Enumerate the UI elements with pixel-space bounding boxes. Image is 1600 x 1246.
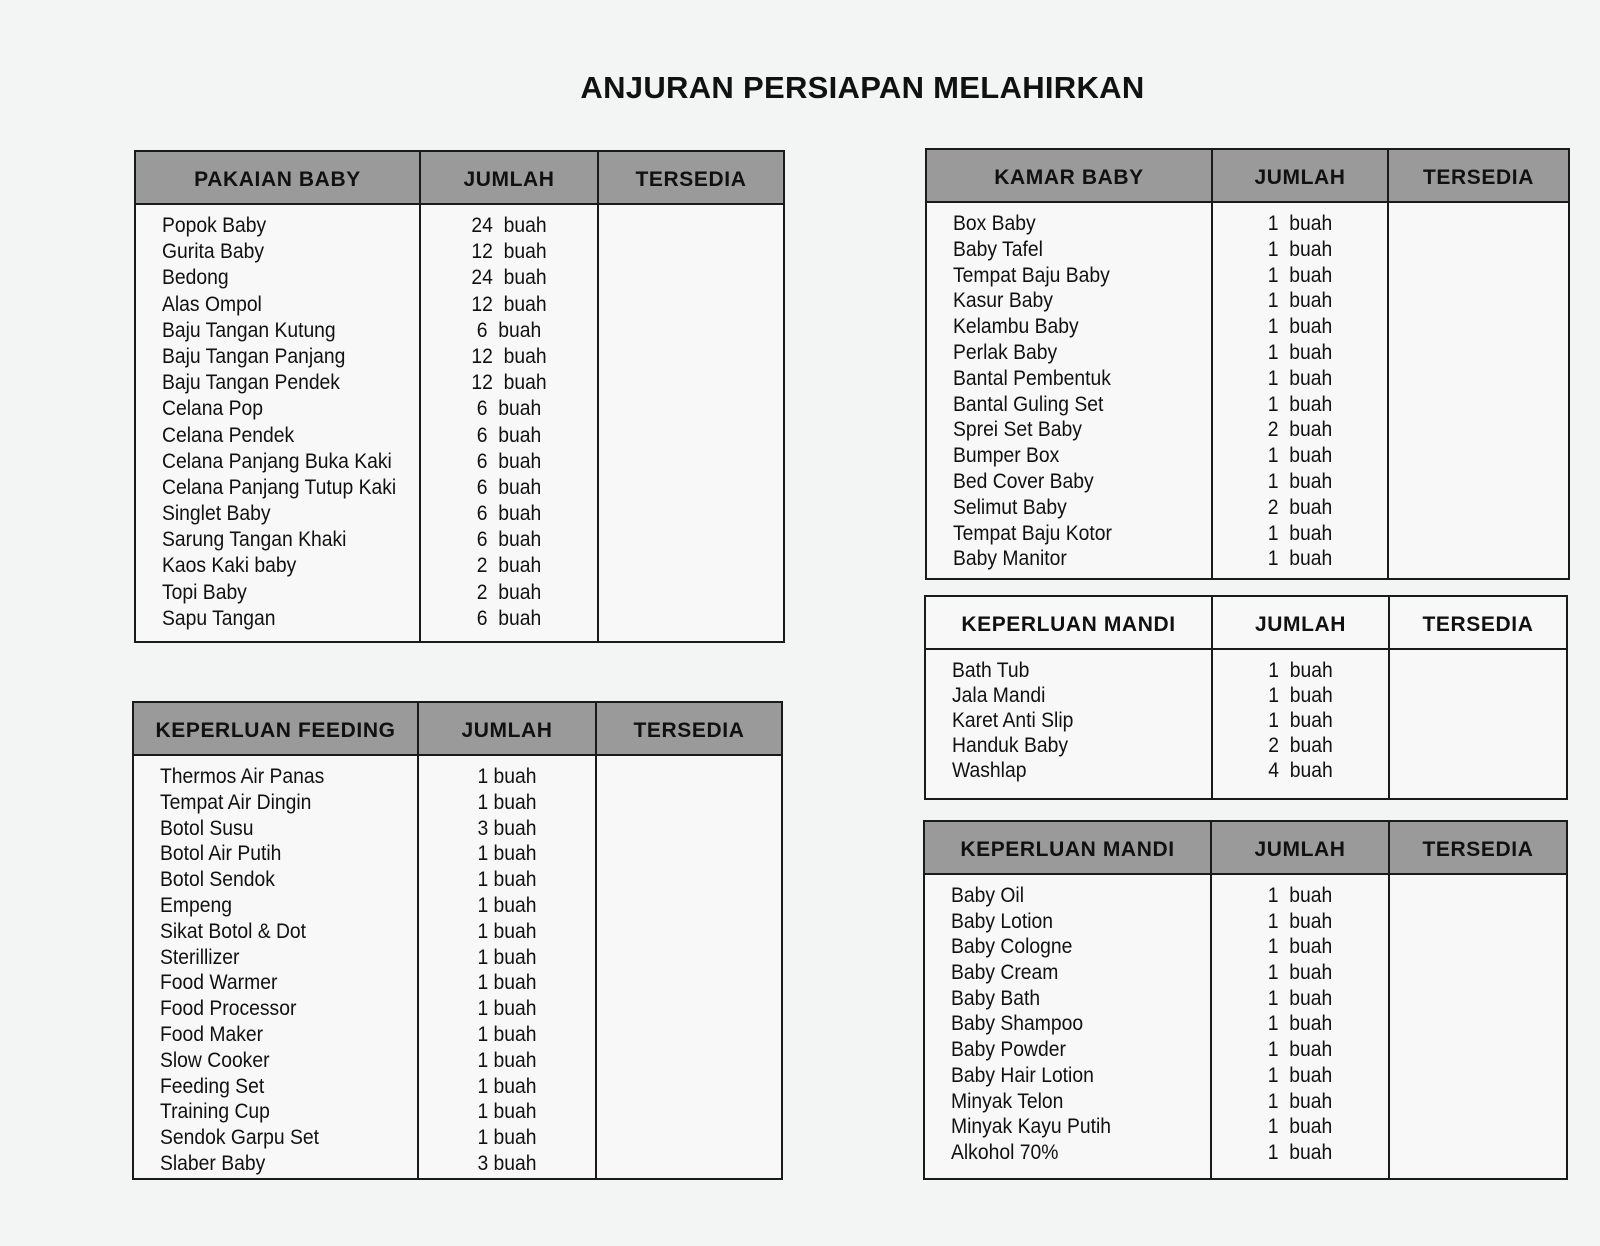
item-quantity: 1 buah bbox=[1267, 961, 1333, 985]
table-keperluan-mandi-2 bbox=[923, 820, 1568, 1180]
item-column bbox=[134, 756, 417, 1178]
header-jumlah: JUMLAH bbox=[1211, 150, 1387, 201]
item-name: Bantal Guling Set bbox=[953, 392, 1104, 416]
table-header-row bbox=[925, 822, 1566, 875]
item-name: Minyak Telon bbox=[951, 1089, 1064, 1113]
item-name: Baju Tangan Pendek bbox=[162, 371, 340, 395]
item-quantity: 1 buah bbox=[477, 1022, 537, 1046]
item-name: Baby Powder bbox=[951, 1038, 1066, 1062]
item-column bbox=[925, 875, 1210, 1178]
item-quantity: 1 buah bbox=[1268, 684, 1333, 707]
item-name: Bantal Pembentuk bbox=[953, 366, 1111, 390]
item-quantity: 24 buah bbox=[471, 214, 547, 237]
header-jumlah: JUMLAH bbox=[1211, 597, 1388, 648]
item-name: Selimut Baby bbox=[953, 495, 1067, 519]
item-name: Celana Pop bbox=[162, 397, 263, 421]
item-quantity: 12 buah bbox=[471, 371, 547, 395]
header-tersedia: TERSEDIA bbox=[595, 703, 781, 754]
quantity-column bbox=[419, 205, 597, 641]
header-item: KEPERLUAN FEEDING bbox=[155, 718, 396, 742]
item-quantity: 1 buah bbox=[477, 842, 537, 866]
item-quantity: 1 buah bbox=[477, 1126, 537, 1150]
item-name: Handuk Baby bbox=[952, 734, 1069, 757]
item-name: Bath Tub bbox=[952, 659, 1030, 682]
item-name: Baby Oil bbox=[951, 884, 1025, 907]
header-item: PAKAIAN BABY bbox=[194, 167, 361, 191]
item-quantity: 1 buah bbox=[1267, 469, 1333, 493]
item-quantity: 1 buah bbox=[1267, 909, 1333, 933]
item-quantity: 1 buah bbox=[1267, 547, 1333, 571]
item-name: Alkohol 70% bbox=[951, 1140, 1059, 1164]
item-quantity: 1 buah bbox=[1267, 1012, 1333, 1036]
item-quantity: 12 buah bbox=[471, 240, 547, 264]
item-quantity: 1 buah bbox=[1267, 444, 1333, 468]
item-quantity: 24 buah bbox=[471, 266, 547, 290]
tersedia-column[interactable] bbox=[1387, 203, 1568, 578]
item-name: Tempat Baju Baby bbox=[953, 263, 1110, 287]
item-quantity: 1 buah bbox=[1267, 315, 1333, 339]
item-quantity: 12 buah bbox=[471, 292, 547, 316]
item-name: Box Baby bbox=[953, 212, 1036, 235]
item-name: Topi Baby bbox=[162, 580, 247, 604]
item-name: Food Maker bbox=[160, 1022, 264, 1046]
tersedia-column[interactable] bbox=[1388, 875, 1566, 1178]
item-quantity: 2 buah bbox=[476, 580, 542, 604]
item-quantity: 1 buah bbox=[1267, 986, 1333, 1010]
item-name: Baju Tangan Kutung bbox=[162, 318, 336, 342]
item-quantity: 2 buah bbox=[1268, 734, 1333, 757]
header-jumlah: JUMLAH bbox=[417, 703, 595, 754]
header-tersedia: TERSEDIA bbox=[1388, 822, 1566, 873]
item-name: Sapu Tangan bbox=[162, 606, 276, 630]
item-quantity: 2 buah bbox=[1267, 495, 1333, 519]
item-quantity: 3 buah bbox=[477, 816, 537, 840]
item-quantity: 1 buah bbox=[1267, 392, 1333, 416]
item-name: Tempat Baju Kotor bbox=[953, 521, 1112, 545]
header-item: KAMAR BABY bbox=[994, 165, 1144, 189]
table-header-row bbox=[134, 703, 781, 756]
item-name: Slaber Baby bbox=[160, 1151, 266, 1175]
item-quantity: 1 buah bbox=[477, 868, 537, 892]
quantity-column bbox=[417, 756, 595, 1178]
item-name: Sterillizer bbox=[160, 945, 240, 969]
item-quantity: 6 buah bbox=[476, 397, 542, 421]
page-title: ANJURAN PERSIAPAN MELAHIRKAN bbox=[580, 70, 1145, 105]
item-name: Baby Cream bbox=[951, 961, 1059, 985]
item-quantity: 1 buah bbox=[1267, 263, 1333, 287]
item-quantity: 3 buah bbox=[477, 1151, 537, 1175]
item-name: Botol Susu bbox=[160, 816, 254, 840]
item-quantity: 6 buah bbox=[476, 528, 542, 552]
item-quantity: 6 buah bbox=[476, 423, 542, 447]
item-name: Bed Cover Baby bbox=[953, 469, 1094, 493]
item-quantity: 2 buah bbox=[1267, 418, 1333, 442]
item-name: Botol Sendok bbox=[160, 868, 275, 892]
item-name: Singlet Baby bbox=[162, 502, 271, 526]
item-name: Sarung Tangan Khaki bbox=[162, 528, 347, 552]
item-quantity: 1 buah bbox=[1267, 237, 1333, 261]
item-name: Bedong bbox=[162, 266, 229, 290]
item-name: Washlap bbox=[952, 759, 1027, 782]
item-quantity: 1 buah bbox=[1267, 884, 1333, 907]
item-quantity: 6 buah bbox=[476, 502, 542, 526]
item-quantity: 1 buah bbox=[477, 1100, 537, 1124]
item-name: Thermos Air Panas bbox=[160, 765, 325, 788]
table-keperluan-mandi-1 bbox=[924, 595, 1568, 800]
header-item: KEPERLUAN MANDI bbox=[960, 837, 1175, 861]
item-name: Celana Pendek bbox=[162, 423, 295, 447]
header-jumlah: JUMLAH bbox=[419, 152, 597, 203]
item-name: Feeding Set bbox=[160, 1074, 265, 1098]
item-column bbox=[927, 203, 1211, 578]
item-name: Baby Manitor bbox=[953, 547, 1067, 571]
item-name: Botol Air Putih bbox=[160, 842, 282, 866]
quantity-column bbox=[1210, 875, 1388, 1178]
item-quantity: 1 buah bbox=[1267, 1089, 1333, 1113]
item-quantity: 1 buah bbox=[477, 893, 537, 917]
item-name: Baby Cologne bbox=[951, 935, 1073, 959]
tersedia-column[interactable] bbox=[597, 205, 783, 641]
item-name: Baby Hair Lotion bbox=[951, 1063, 1094, 1087]
item-quantity: 1 buah bbox=[1267, 340, 1333, 364]
item-name: Sendok Garpu Set bbox=[160, 1126, 319, 1150]
header-tersedia: TERSEDIA bbox=[597, 152, 783, 203]
item-quantity: 1 buah bbox=[477, 790, 537, 814]
item-name: Minyak Kayu Putih bbox=[951, 1115, 1112, 1139]
item-name: Food Processor bbox=[160, 997, 297, 1021]
item-name: Food Warmer bbox=[160, 971, 278, 995]
item-name: Karet Anti Slip bbox=[952, 709, 1074, 732]
item-column bbox=[136, 205, 419, 641]
tersedia-column[interactable] bbox=[1388, 650, 1566, 798]
item-name: Bumper Box bbox=[953, 444, 1060, 468]
item-name: Kaos Kaki baby bbox=[162, 554, 297, 578]
item-quantity: 1 buah bbox=[1267, 521, 1333, 545]
item-quantity: 6 buah bbox=[476, 449, 542, 473]
quantity-column bbox=[1211, 203, 1387, 578]
item-name: Baju Tangan Panjang bbox=[162, 344, 346, 368]
item-name: Gurita Baby bbox=[162, 240, 265, 264]
item-quantity: 1 buah bbox=[1267, 366, 1333, 390]
item-quantity: 1 buah bbox=[1267, 289, 1333, 313]
item-quantity: 1 buah bbox=[1267, 1063, 1333, 1087]
item-quantity: 1 buah bbox=[1268, 659, 1333, 682]
item-name: Jala Mandi bbox=[952, 684, 1046, 707]
item-quantity: 6 buah bbox=[476, 475, 542, 499]
item-name: Sikat Botol & Dot bbox=[160, 919, 307, 943]
tersedia-column[interactable] bbox=[595, 756, 781, 1178]
item-name: Empeng bbox=[160, 893, 232, 917]
item-name: Slow Cooker bbox=[160, 1048, 270, 1072]
item-quantity: 12 buah bbox=[471, 344, 547, 368]
item-quantity: 6 buah bbox=[476, 318, 542, 342]
table-kamar-baby bbox=[925, 148, 1570, 580]
item-name: Celana Panjang Buka Kaki bbox=[162, 449, 392, 473]
item-name: Baby Bath bbox=[951, 986, 1041, 1010]
item-quantity: 1 buah bbox=[1267, 1038, 1333, 1062]
item-quantity: 1 buah bbox=[1267, 1115, 1333, 1139]
table-keperluan-feeding bbox=[132, 701, 783, 1180]
item-name: Baby Shampoo bbox=[951, 1012, 1084, 1036]
item-quantity: 1 buah bbox=[1268, 709, 1333, 732]
item-name: Sprei Set Baby bbox=[953, 418, 1082, 442]
header-jumlah: JUMLAH bbox=[1210, 822, 1388, 873]
item-name: Training Cup bbox=[160, 1100, 270, 1124]
table-header-row bbox=[927, 150, 1568, 203]
item-quantity: 1 buah bbox=[477, 1048, 537, 1072]
item-quantity: 6 buah bbox=[476, 606, 542, 630]
item-quantity: 1 buah bbox=[477, 971, 537, 995]
item-quantity: 1 buah bbox=[1267, 1140, 1333, 1164]
item-name: Popok Baby bbox=[162, 214, 267, 237]
item-name: Baby Tafel bbox=[953, 237, 1043, 261]
item-quantity: 1 buah bbox=[477, 1074, 537, 1098]
item-name: Alas Ompol bbox=[162, 292, 262, 316]
item-quantity: 1 buah bbox=[477, 765, 537, 788]
item-quantity: 1 buah bbox=[1267, 935, 1333, 959]
item-quantity: 1 buah bbox=[477, 997, 537, 1021]
header-tersedia: TERSEDIA bbox=[1387, 150, 1568, 201]
item-column bbox=[926, 650, 1211, 798]
item-name: Baby Lotion bbox=[951, 909, 1054, 933]
item-quantity: 1 buah bbox=[477, 919, 537, 943]
item-quantity: 1 buah bbox=[1267, 212, 1333, 235]
item-name: Celana Panjang Tutup Kaki bbox=[162, 475, 397, 499]
item-quantity: 2 buah bbox=[476, 554, 542, 578]
item-name: Kelambu Baby bbox=[953, 315, 1079, 339]
item-quantity: 4 buah bbox=[1268, 759, 1333, 782]
item-name: Kasur Baby bbox=[953, 289, 1053, 313]
item-name: Perlak Baby bbox=[953, 340, 1058, 364]
table-pakaian-baby bbox=[134, 150, 785, 643]
item-name: Tempat Air Dingin bbox=[160, 790, 312, 814]
quantity-column bbox=[1211, 650, 1388, 798]
header-item: KEPERLUAN MANDI bbox=[961, 612, 1176, 636]
item-quantity: 1 buah bbox=[477, 945, 537, 969]
header-tersedia: TERSEDIA bbox=[1388, 597, 1566, 648]
table-header-row bbox=[926, 597, 1566, 650]
table-header-row bbox=[136, 152, 783, 205]
